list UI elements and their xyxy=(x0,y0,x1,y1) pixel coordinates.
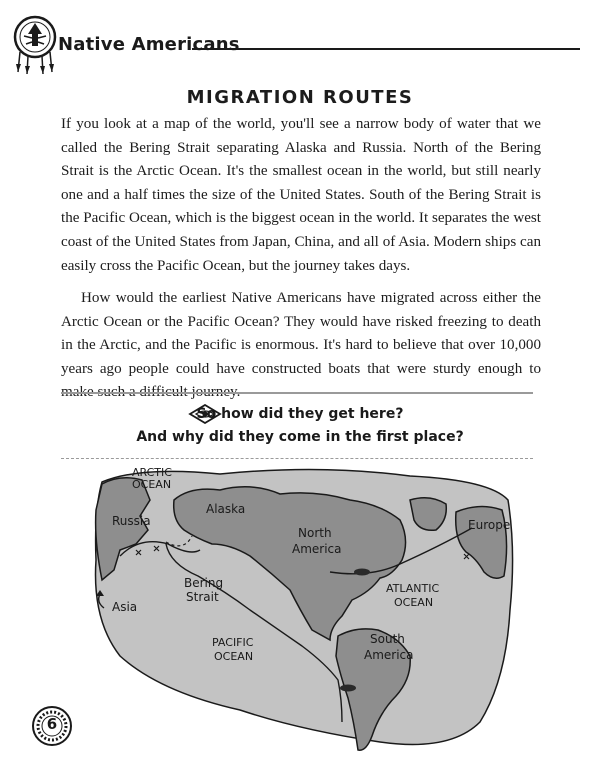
paragraph-2: How would the earliest Native Americans have migrated across either the Arctic Ocean or the Pacific Ocean? They would have risked freezing to death in the Arctic, and the Pacific is enormous. It's hard to believe that over 10,000 years ago people could have constructed boats that were sturdy enough to make such a difficult journey. xyxy=(61,290,541,401)
label-atlantic-ocean-1: ATLANTIC xyxy=(386,582,440,595)
label-south-america-1: South xyxy=(370,632,405,646)
map-graphic xyxy=(80,460,520,770)
section-heading: MIGRATION ROUTES xyxy=(186,87,414,108)
label-asia: Asia xyxy=(112,600,138,614)
label-pacific-ocean-1: PACIFIC xyxy=(212,636,254,649)
label-arctic-ocean-2: OCEAN xyxy=(132,478,172,491)
label-russia: Russia xyxy=(112,514,151,528)
dreamcatcher-logo-icon xyxy=(12,14,58,76)
callout-question-1: So how did they get here? xyxy=(196,406,404,422)
callout-top-divider xyxy=(61,392,533,394)
label-atlantic-ocean-2: OCEAN xyxy=(394,596,434,609)
book-title: Native Americans xyxy=(58,34,240,55)
callout-bottom-divider xyxy=(61,458,533,459)
migration-map xyxy=(80,460,520,770)
paragraph-1: If you look at a map of the world, you'll see a narrow body of water that we called the Bering Strait separating Alaska and Russia. North of the Bering Strait is the Arctic Ocean. It's the smallest ocean in the world, but still nearly one and a half times the size of the United States. South of the Bering Strait is the Pacific Ocean, which is the biggest ocean in the world. It separates the west coast of the United States from Japan, China, and all of Asia. Modern ships can easily cross the Pacific Ocean, but the journey takes days. xyxy=(61,116,541,274)
label-north-america-1: North xyxy=(298,526,332,540)
label-north-america-2: America xyxy=(292,542,342,556)
label-bering-strait-2: Strait xyxy=(186,590,219,604)
page-number: 6 xyxy=(46,715,58,733)
label-south-america-2: America xyxy=(364,648,414,662)
boat-pacific-icon xyxy=(340,685,356,692)
label-arctic-ocean-1: ARCTIC xyxy=(132,466,172,479)
label-alaska: Alaska xyxy=(206,502,246,516)
boat-atlantic-icon xyxy=(354,569,370,576)
label-bering-strait-1: Bering xyxy=(184,576,224,590)
label-pacific-ocean-2: OCEAN xyxy=(214,650,254,663)
label-europe: Europe xyxy=(468,518,511,532)
callout-question-2: And why did they come in the first place? xyxy=(136,429,464,445)
page-header xyxy=(0,0,600,80)
header-rule xyxy=(192,48,580,50)
